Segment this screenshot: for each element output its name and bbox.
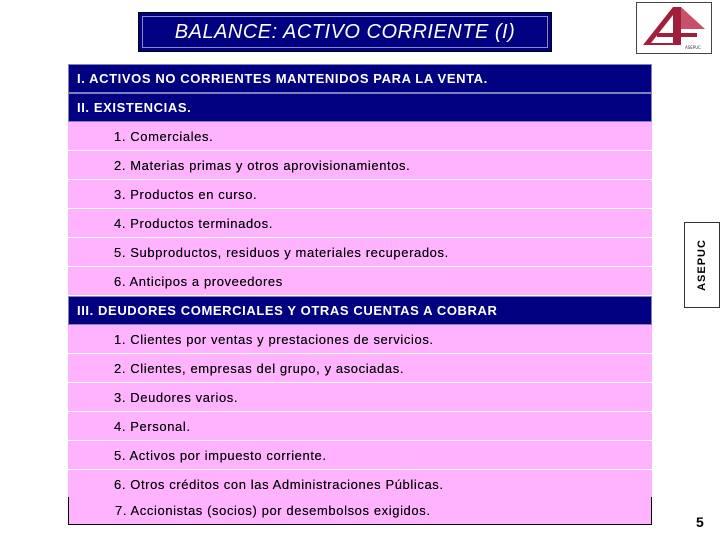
- list-item: 6. Otros créditos con las Administraciones Públicas.: [68, 470, 652, 499]
- list-item: 3. Deudores varios.: [68, 383, 652, 412]
- list-item: 4. Personal.: [68, 412, 652, 441]
- title-banner: [138, 12, 552, 52]
- list-item: 6. Anticipos a proveedores: [68, 267, 652, 296]
- side-label: [684, 222, 720, 308]
- list-item: 5. Activos por impuesto corriente.: [68, 441, 652, 470]
- list-item: 5. Subproductos, residuos y materiales recuperados.: [68, 238, 652, 267]
- list-item: 1. Comerciales.: [68, 122, 652, 151]
- side-label-text: ASEPUC: [696, 239, 708, 291]
- list-item: 4. Productos terminados.: [68, 209, 652, 238]
- section-existencias: II. EXISTENCIAS.: [68, 93, 652, 122]
- page-title: BALANCE: ACTIVO CORRIENTE (I): [142, 16, 548, 48]
- list-item: 7. Accionistas (socios) por desembolsos exigidos.: [68, 497, 652, 525]
- section-deudores-comerciales: III. DEUDORES COMERCIALES Y OTRAS CUENTAS A COBRAR: [68, 296, 652, 325]
- list-item: 3. Productos en curso.: [68, 180, 652, 209]
- section-activos-no-corrientes: I. ACTIVOS NO CORRIENTES MANTENIDOS PARA LA VENTA.: [68, 64, 652, 93]
- list-item: 1. Clientes por ventas y prestaciones de servicios.: [68, 325, 652, 354]
- logo-mark-icon: [637, 3, 711, 53]
- asepuc-logo: [636, 2, 712, 54]
- list-item: 2. Materias primas y otros aprovisionamientos.: [68, 151, 652, 180]
- list-item: 2. Clientes, empresas del grupo, y asociadas.: [68, 354, 652, 383]
- page-number: 5: [696, 514, 704, 530]
- logo-text: ASEPUC: [685, 45, 701, 50]
